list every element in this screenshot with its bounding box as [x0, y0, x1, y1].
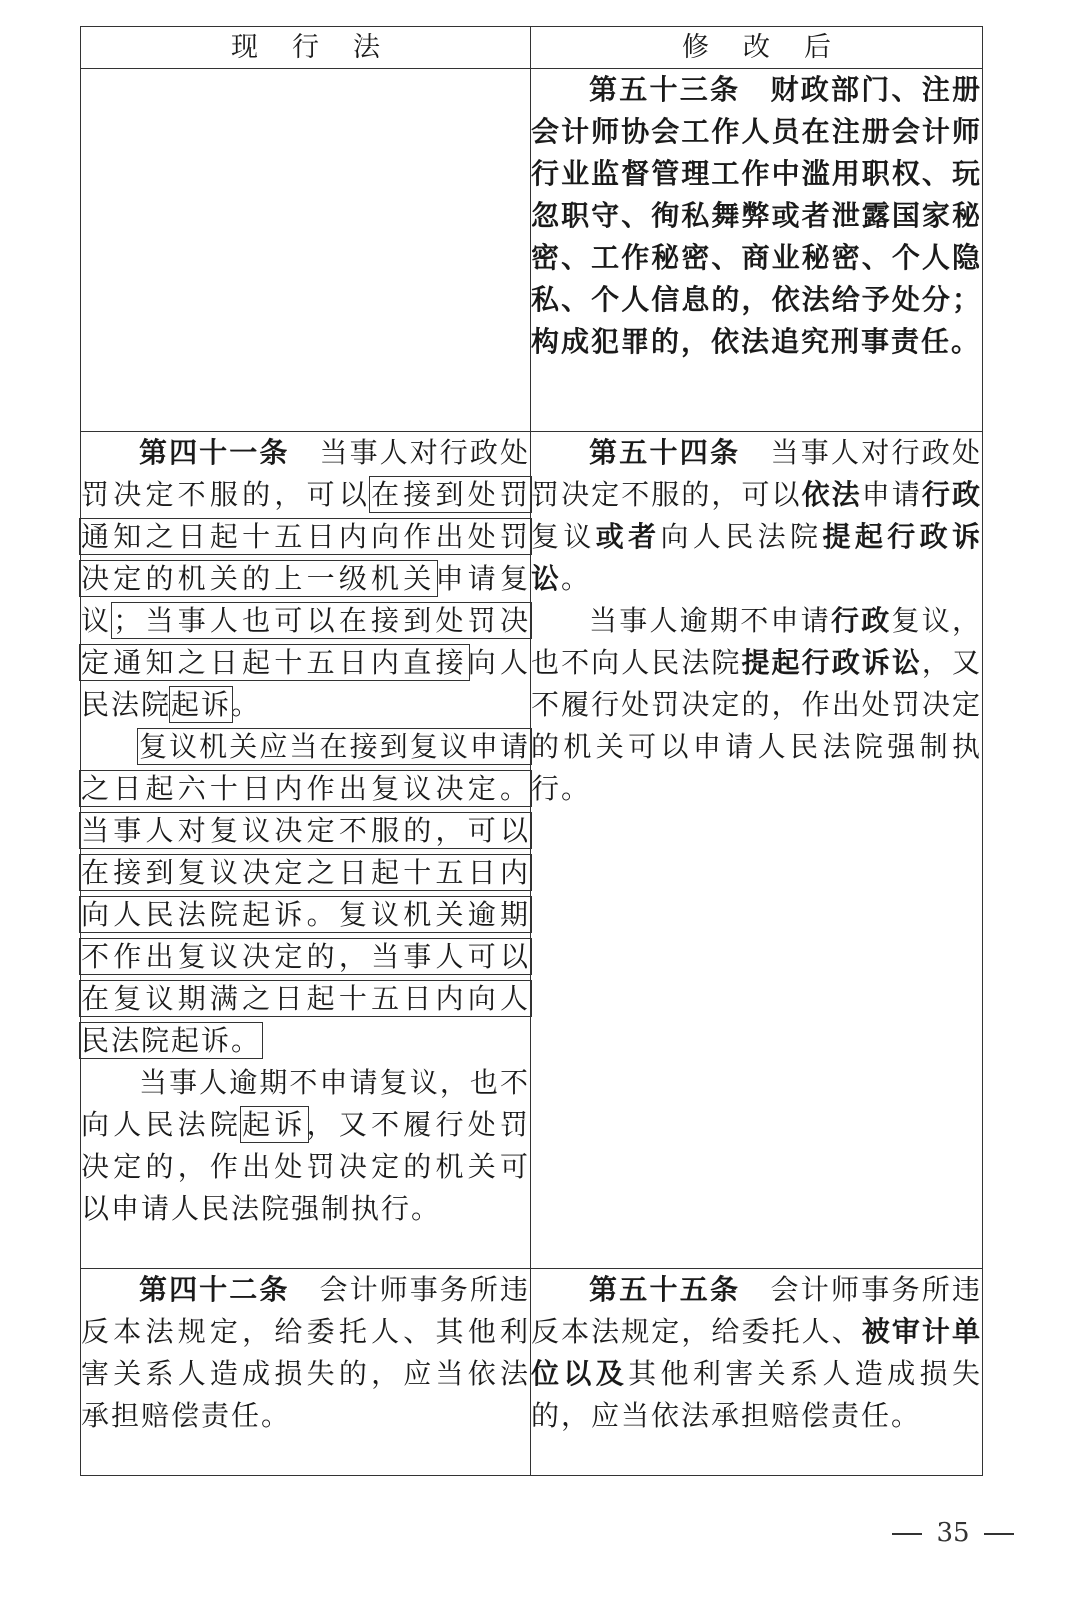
added-text-1: 依法 [801, 478, 862, 511]
article-53-paragraph [531, 69, 982, 363]
article-53-text: 财政部门、注册会计师协会工作人员在注册会计师行业监督管理工作中滥用职权、玩忽职守、徇私舞弊或者泄露国家秘密、工作秘密、商业秘密、个人隐私、个人信息的，依法给予处分；构成犯罪的，依法追究刑事责任。 [531, 73, 982, 358]
article-41-paragraph-2 [81, 726, 530, 1062]
article-41-text-b: 申请复议 [81, 562, 530, 637]
added-text-6: 提起行政诉讼 [741, 646, 922, 679]
comparison-table [80, 26, 983, 1476]
article-55-text-a: 会计师事务所违反本法规定，给委托人、 [531, 1273, 982, 1348]
article-54-p2-text-a: 当事人逾期不申请 [589, 604, 831, 637]
page-number-value: 35 [936, 1518, 970, 1548]
article-41-paragraph-3 [81, 1062, 530, 1230]
article-55-paragraph [531, 1269, 982, 1437]
article-41-text-d: 。 [231, 688, 262, 721]
article-54-text-a: 当事人对行政处罚决定不服的，可以 [531, 436, 982, 511]
article-41-title: 第四十一条 [139, 436, 290, 469]
deleted-box-2: ；当事人也可以在接到处罚决定通知之日起十五日内直接 [81, 604, 530, 679]
article-54-text-d: 向人民法院 [660, 520, 823, 553]
added-text-7: 被审计单位以及 [531, 1315, 982, 1390]
row1-left-cell [81, 69, 531, 432]
article-54-paragraph-1 [531, 432, 982, 600]
added-text-4: 提起行政诉讼 [531, 520, 982, 595]
article-54-text-e: 。 [561, 562, 592, 595]
added-text-3: 或者 [595, 520, 661, 553]
article-42-text: 会计师事务所违反本法规定，给委托人、其他利害关系人造成损失的，应当依法承担赔偿责任。 [81, 1273, 530, 1432]
deleted-box-3: 起诉 [171, 688, 232, 721]
row3-right-cell [531, 1269, 983, 1476]
article-41-p3-text-a: 当事人逾期不申请复议，也不向人民法院 [81, 1066, 530, 1141]
article-41-p3-text-b: ，又不履行处罚决定的，作出处罚决定的机关可以申请人民法院强制执行。 [81, 1108, 530, 1225]
article-53-title: 第五十三条 [589, 73, 741, 106]
article-54-p2-text-c: ，又不履行处罚决定的，作出处罚决定的机关可以申请人民法院强制执行。 [531, 646, 982, 805]
row3-left-cell [81, 1269, 531, 1476]
deleted-box-1: 在接到处罚通知之日起十五日内向作出处罚决定的机关的上一级机关 [81, 478, 530, 595]
article-55-title: 第五十五条 [589, 1273, 741, 1306]
article-54-title: 第五十四条 [589, 436, 741, 469]
added-text-2: 行政 [921, 478, 982, 511]
deleted-box-5: 起诉 [242, 1108, 307, 1141]
article-41-text-a: 当事人对行政处罚决定不服的，可以 [81, 436, 530, 511]
article-54-paragraph-2 [531, 600, 982, 810]
page-number [878, 1518, 1028, 1548]
header-revised-law: 修改后 [531, 27, 983, 69]
article-42-paragraph [81, 1269, 530, 1437]
row1-right-cell [531, 69, 983, 432]
header-current-law: 现行法 [81, 27, 531, 69]
article-41-paragraph-1 [81, 432, 530, 726]
article-54-p2-text-b: 复议，也不向人民法院 [531, 604, 982, 679]
article-54-text-b: 申请 [861, 478, 922, 511]
article-55-text-b: 其他利害关系人造成损失的，应当依法承担赔偿责任。 [531, 1357, 982, 1432]
article-42-title: 第四十二条 [139, 1273, 290, 1306]
row2-right-cell [531, 432, 983, 1269]
article-41-text-c: 向人民法院 [81, 646, 530, 721]
row2-left-cell [81, 432, 531, 1269]
added-text-5: 行政 [830, 604, 892, 637]
deleted-box-4: 复议机关应当在接到复议申请之日起六十日内作出复议决定。当事人对复议决定不服的，可以在接到复议决定之日起十五日内向人民法院起诉。复议机关逾期不作出复议决定的，当事人可以在复议期满之日起十五日内向人民法院起诉。 [81, 730, 530, 1057]
article-54-text-c: 复议 [531, 520, 596, 553]
